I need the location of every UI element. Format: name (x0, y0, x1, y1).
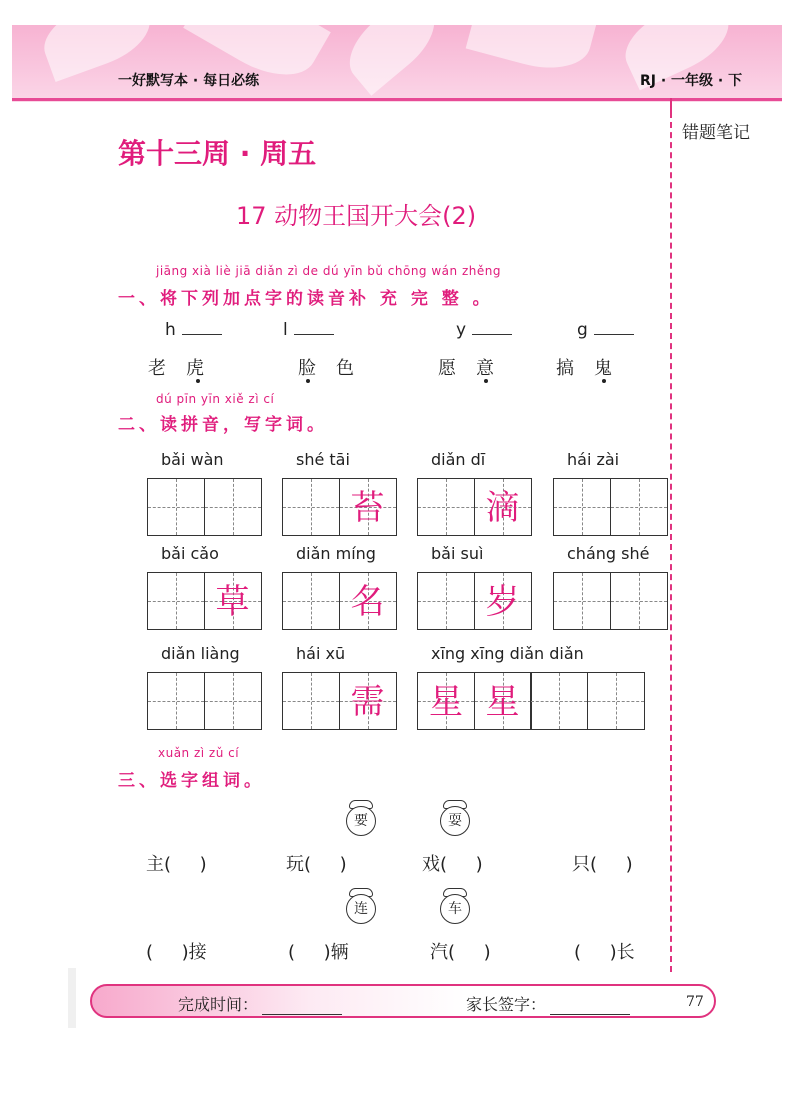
char-choice-badge: 连 (343, 888, 379, 926)
written-character: 岁 (485, 582, 520, 622)
q3-item: ( )接 (146, 942, 207, 963)
written-character (531, 673, 587, 729)
written-character (418, 479, 474, 535)
q1-word-4: 搞鬼 (556, 358, 632, 379)
writing-box[interactable] (610, 572, 668, 630)
char-choice-badge: 耍 (437, 800, 473, 838)
q3-item: ( )长 (574, 942, 635, 963)
grid-pinyin-label: xīng xīng diǎn diǎn (431, 644, 584, 663)
header-grade: RJ · 一年级 · 下 (640, 73, 743, 89)
lesson-title: 17 动物王国开大会(2) (236, 202, 477, 230)
q1-word-1: 老虎 (148, 358, 224, 379)
week-title: 第十三周 · 周五 (118, 137, 317, 170)
written-character (205, 479, 261, 535)
petal-decoration (336, 25, 448, 96)
q1-word-2: 脸色 (298, 358, 374, 379)
char-choice-badge: 车 (437, 888, 473, 926)
notes-divider (670, 112, 672, 972)
written-character: 苔 (350, 488, 385, 528)
writing-box[interactable] (147, 572, 205, 630)
writing-box[interactable] (339, 572, 397, 630)
header-series-title: 一好默写本 · 每日必练 (118, 73, 260, 89)
emphasis-dot (602, 379, 606, 383)
writing-box[interactable] (417, 478, 475, 536)
written-character (283, 479, 339, 535)
grid-pinyin-label: diǎn liàng (161, 644, 240, 663)
written-character (611, 479, 667, 535)
q3-item: 玩( ) (286, 854, 347, 875)
emphasis-dot (306, 379, 310, 383)
writing-box[interactable] (204, 572, 262, 630)
written-character: 需 (350, 682, 385, 722)
q3-item: 汽( ) (430, 942, 491, 963)
writing-box[interactable] (474, 672, 532, 730)
q3-item: ( )辆 (288, 942, 349, 963)
emphasis-dot (196, 379, 200, 383)
grid-pinyin-label: diǎn dī (431, 450, 486, 469)
writing-box[interactable] (474, 572, 532, 630)
header-underline (12, 98, 782, 101)
grid-pinyin-label: hái zài (567, 450, 620, 469)
q1-word-3: 愿意 (438, 358, 514, 379)
writing-box[interactable] (282, 478, 340, 536)
notes-divider-top (670, 98, 672, 112)
written-character (554, 479, 610, 535)
section1-heading: 一、将下列加点字的读音补 充 完 整 。 (118, 289, 494, 309)
q3-item: 只( ) (572, 854, 633, 875)
section2-pinyin: dú pīn yīn xiě zì cí (156, 392, 275, 406)
char-choice-badge: 要 (343, 800, 379, 838)
written-character: 名 (350, 582, 385, 622)
section1-pinyin: jiāng xià liè jiā diǎn zì de dú yīn bǔ chōng wán zhěng (156, 264, 501, 278)
writing-box[interactable] (553, 572, 611, 630)
parent-signature: 家长签字： (466, 992, 630, 1015)
section2-heading: 二、读拼音，写字词。 (118, 415, 328, 435)
written-character (418, 573, 474, 629)
grid-pinyin-label: bǎi cǎo (161, 544, 219, 563)
completion-time: 完成时间： (178, 992, 342, 1015)
q3-item: 戏( ) (422, 854, 483, 875)
q1-letter-1: h (165, 320, 222, 340)
writing-box[interactable] (610, 478, 668, 536)
written-character (148, 479, 204, 535)
written-character (283, 673, 339, 729)
writing-box[interactable] (339, 672, 397, 730)
written-character (588, 673, 644, 729)
writing-box[interactable] (147, 672, 205, 730)
section3-pinyin: xuǎn zì zǔ cí (158, 746, 240, 760)
grid-pinyin-label: bǎi wàn (161, 450, 224, 469)
written-character (205, 673, 261, 729)
writing-box[interactable] (282, 672, 340, 730)
grid-pinyin-label: bǎi suì (431, 544, 484, 563)
page-edge-shade (68, 968, 76, 1028)
q1-letter-4: g (577, 320, 634, 340)
q1-letter-2: l (283, 320, 334, 340)
grid-pinyin-label: hái xū (296, 644, 346, 663)
grid-pinyin-label: diǎn míng (296, 544, 376, 563)
written-character (611, 573, 667, 629)
writing-box[interactable] (553, 478, 611, 536)
writing-box[interactable] (417, 672, 475, 730)
written-character: 星 (429, 682, 463, 722)
page-number: 77 (686, 994, 704, 1010)
grid-pinyin-label: shé tāi (296, 450, 350, 469)
written-character: 星 (485, 682, 520, 722)
writing-box[interactable] (474, 478, 532, 536)
writing-box[interactable] (204, 672, 262, 730)
writing-box[interactable] (339, 478, 397, 536)
emphasis-dot (484, 379, 488, 383)
section3-heading: 三、选字组词。 (118, 771, 265, 791)
notes-title: 错题笔记 (682, 123, 750, 143)
writing-box[interactable] (587, 672, 645, 730)
writing-box[interactable] (204, 478, 262, 536)
written-character (283, 573, 339, 629)
writing-box[interactable] (417, 572, 475, 630)
written-character (148, 673, 204, 729)
q1-letter-3: y (456, 320, 512, 340)
writing-box[interactable] (282, 572, 340, 630)
written-character: 草 (215, 582, 250, 622)
grid-pinyin-label: cháng shé (567, 544, 650, 563)
q3-item: 主( ) (146, 854, 207, 875)
writing-box[interactable] (147, 478, 205, 536)
written-character (148, 573, 204, 629)
written-character (554, 573, 610, 629)
header-banner (12, 25, 782, 102)
written-character: 滴 (485, 488, 520, 528)
petal-decoration (466, 25, 599, 79)
writing-box[interactable] (530, 672, 588, 730)
